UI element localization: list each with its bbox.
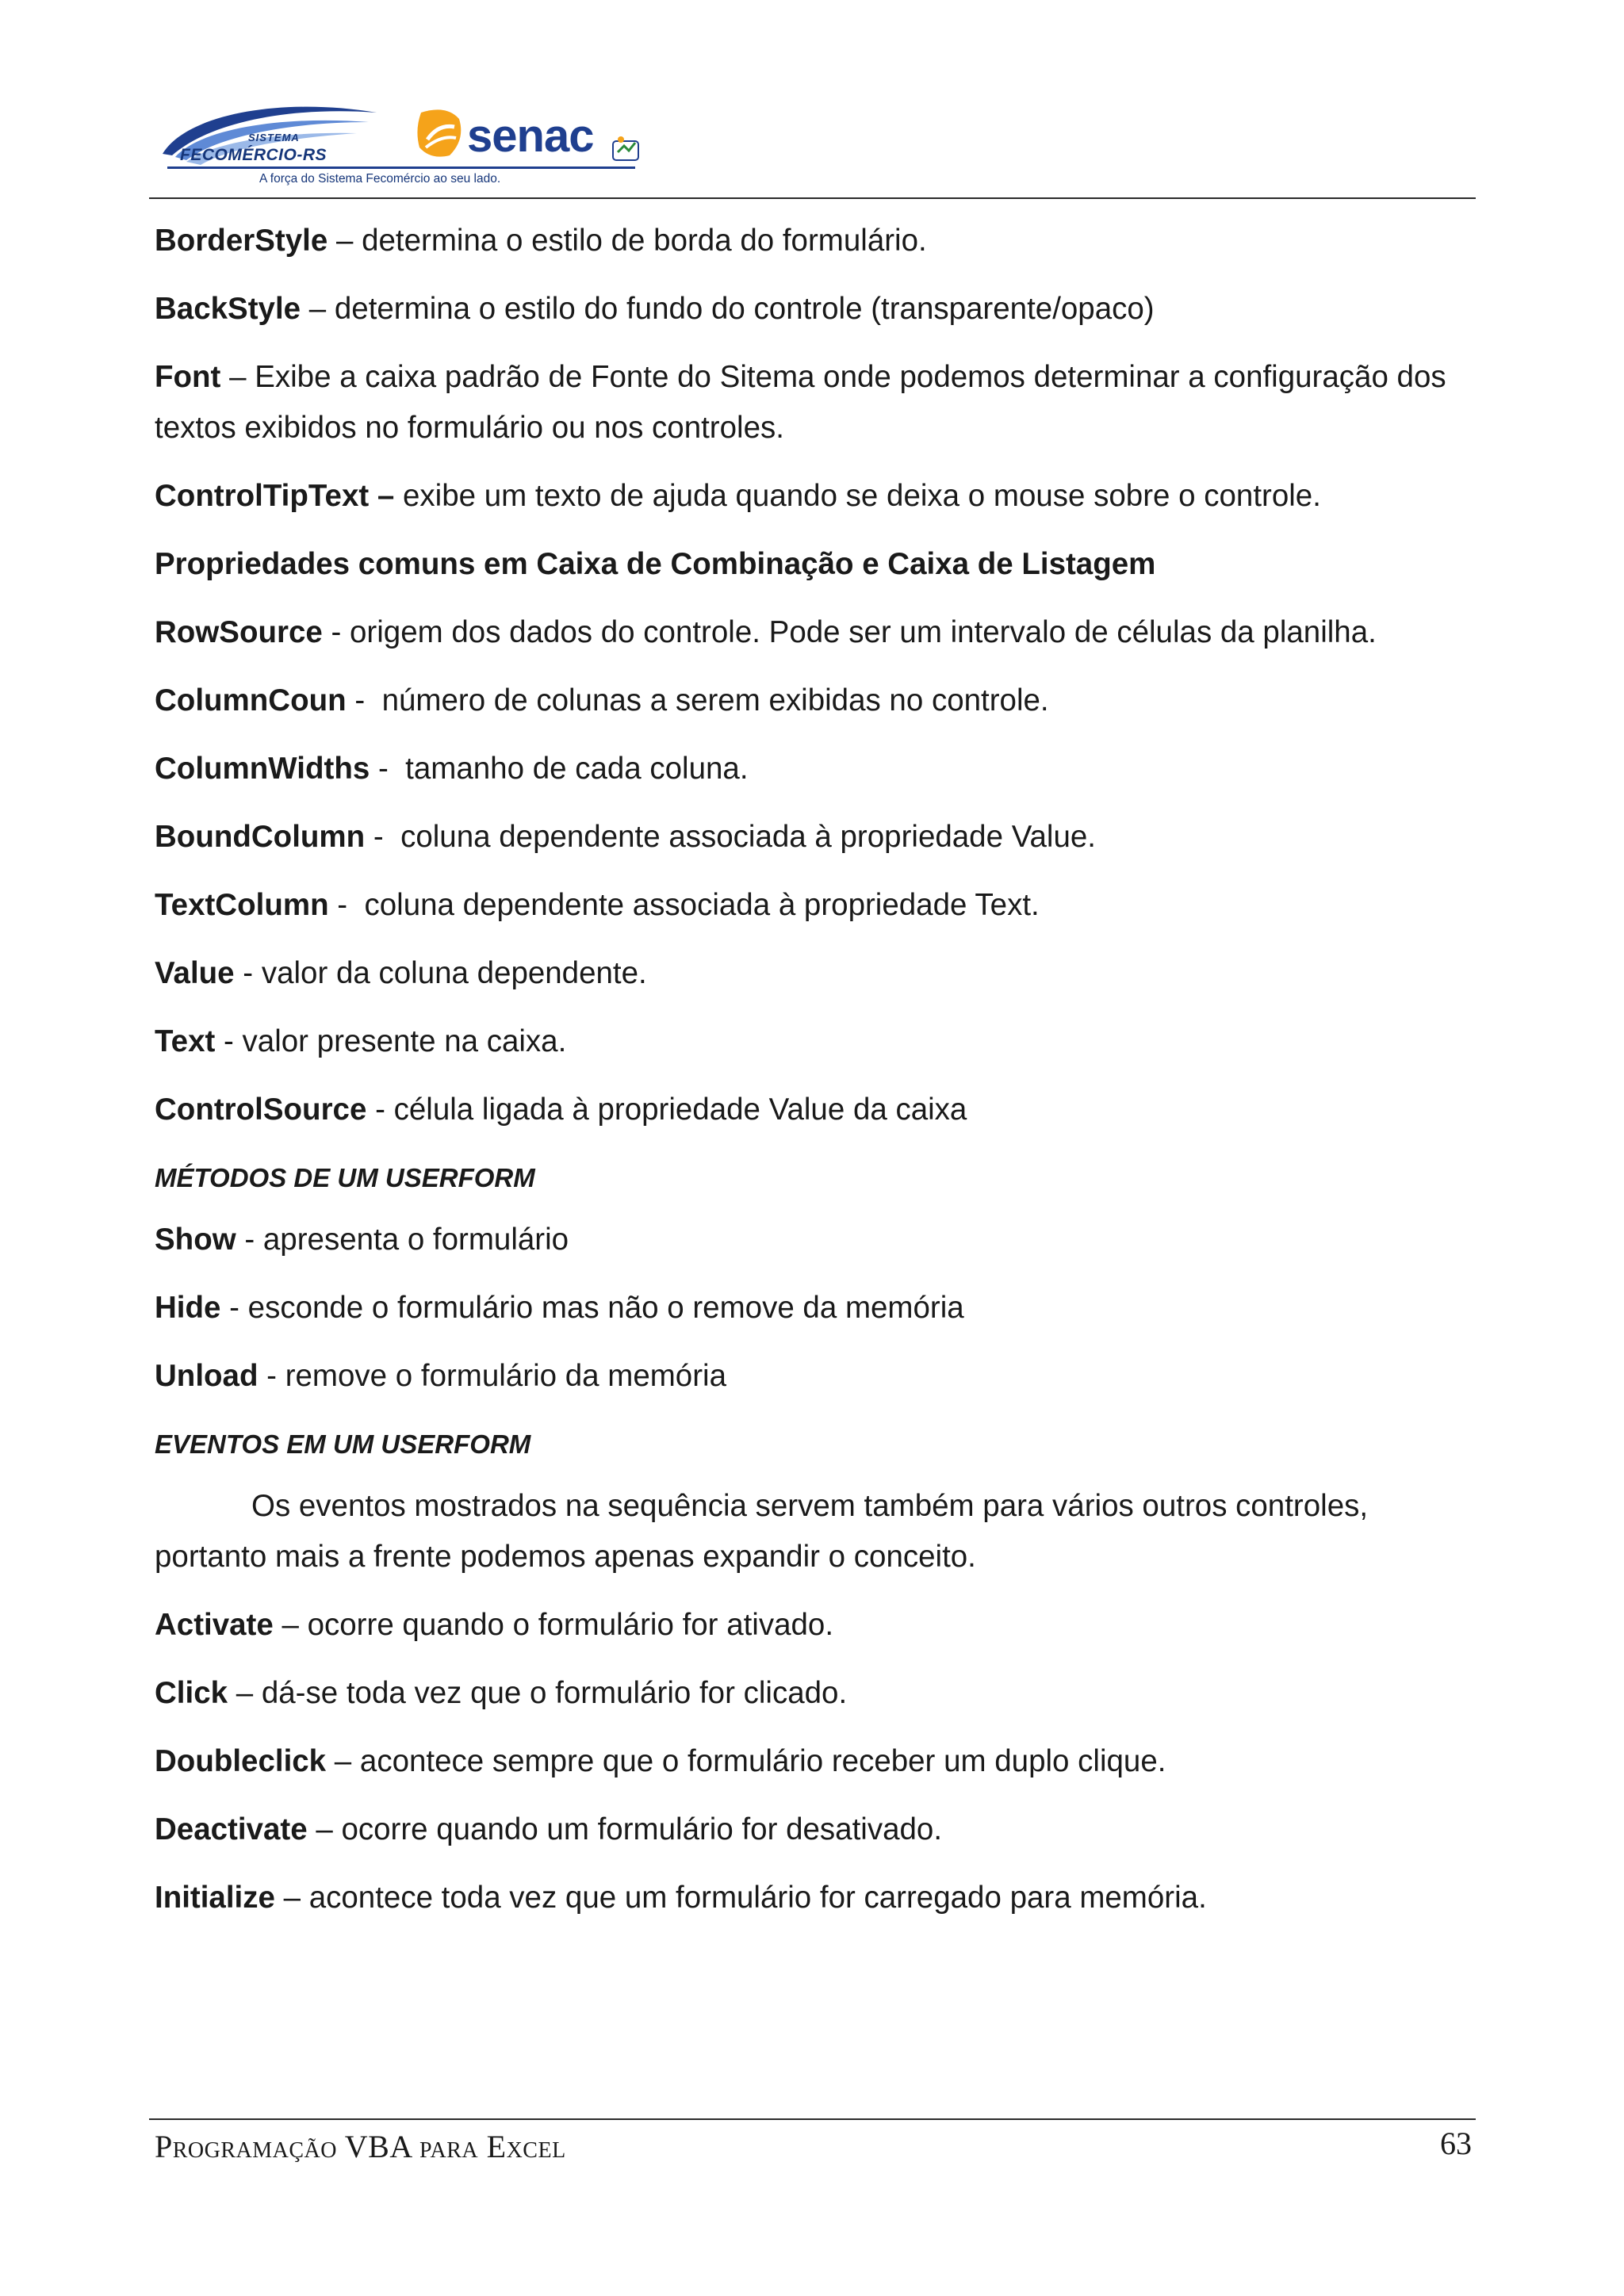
event-click: Click – dá-se toda vez que o formulário for clicado. — [155, 1676, 848, 1710]
property-text: Text - valor presente na caixa. — [155, 1024, 567, 1058]
property-textcolumn: TextColumn - coluna dependente associada à propriedade Text. — [155, 888, 1040, 922]
property-boundcolumn: BoundColumn - coluna dependente associada à propriedade Value. — [155, 820, 1097, 854]
section-heading-events: EVENTOS EM UM USERFORM — [155, 1429, 531, 1459]
method-unload: Unload - remove o formulário da memória — [155, 1359, 727, 1393]
footer-divider — [149, 2118, 1476, 2120]
event-activate: Activate – ocorre quando o formulário for ativado. — [155, 1608, 834, 1642]
page-header — [155, 94, 1475, 197]
section-heading-methods: MÉTODOS DE UM USERFORM — [155, 1163, 535, 1192]
event-initialize: Initialize – acontece toda vez que um formulário for carregado para memória. — [155, 1881, 1207, 1915]
header-divider — [149, 197, 1476, 199]
event-deactivate: Deactivate – ocorre quando um formulário for desativado. — [155, 1812, 943, 1846]
property-columncount: ColumnCoun - número de colunas a serem exibidas no controle. — [155, 683, 1049, 718]
logo-fecomercio-text: FECOMÉRCIO-RS — [180, 146, 327, 164]
property-columnwidths: ColumnWidths - tamanho de cada coluna. — [155, 752, 749, 786]
footer-title: Programação VBA para Excel — [155, 2129, 566, 2164]
property-rowsource: RowSource - origem dos dados do controle. Pode ser um intervalo de células da planilha. — [155, 615, 1377, 649]
senac-badge-icon — [415, 108, 465, 160]
seal-icon — [611, 135, 640, 162]
method-show: Show - apresenta o formulário — [155, 1223, 569, 1257]
property-borderstyle: BorderStyle – determina o estilo de borda do formulário. — [155, 224, 927, 258]
property-font: Font – Exibe a caixa padrão de Fonte do Sitema onde podemos determinar a configuração dos textos exibidos no formulário ou nos controles. — [155, 360, 1446, 445]
events-intro-paragraph: Os eventos mostrados na sequência servem também para vários outros controles, portanto mais a frente podemos apenas expandir o conceito. — [155, 1489, 1369, 1574]
event-doubleclick: Doubleclick – acontece sempre que o formulário receber um duplo clique. — [155, 1744, 1166, 1778]
logo-underline — [167, 166, 635, 169]
logo-tagline: A força do Sistema Fecomércio ao seu lado. — [259, 172, 501, 186]
subsection-heading: Propriedades comuns em Caixa de Combinação e Caixa de Listagem — [155, 547, 1156, 581]
property-controltiptext: ControlTipText – exibe um texto de ajuda quando se deixa o mouse sobre o controle. — [155, 479, 1321, 513]
page-number: 63 — [1440, 2126, 1472, 2161]
method-hide: Hide - esconde o formulário mas não o remove da memória — [155, 1291, 964, 1325]
property-value: Value - valor da coluna dependente. — [155, 956, 647, 990]
property-backstyle: BackStyle – determina o estilo do fundo do controle (transparente/opaco) — [155, 292, 1155, 326]
property-controlsource: ControlSource - célula ligada à propriedade Value da caixa — [155, 1093, 967, 1127]
senac-wordmark: senac — [467, 110, 594, 162]
logo-sistema-text: SISTEMA — [248, 132, 300, 144]
page-content — [155, 216, 1475, 1941]
